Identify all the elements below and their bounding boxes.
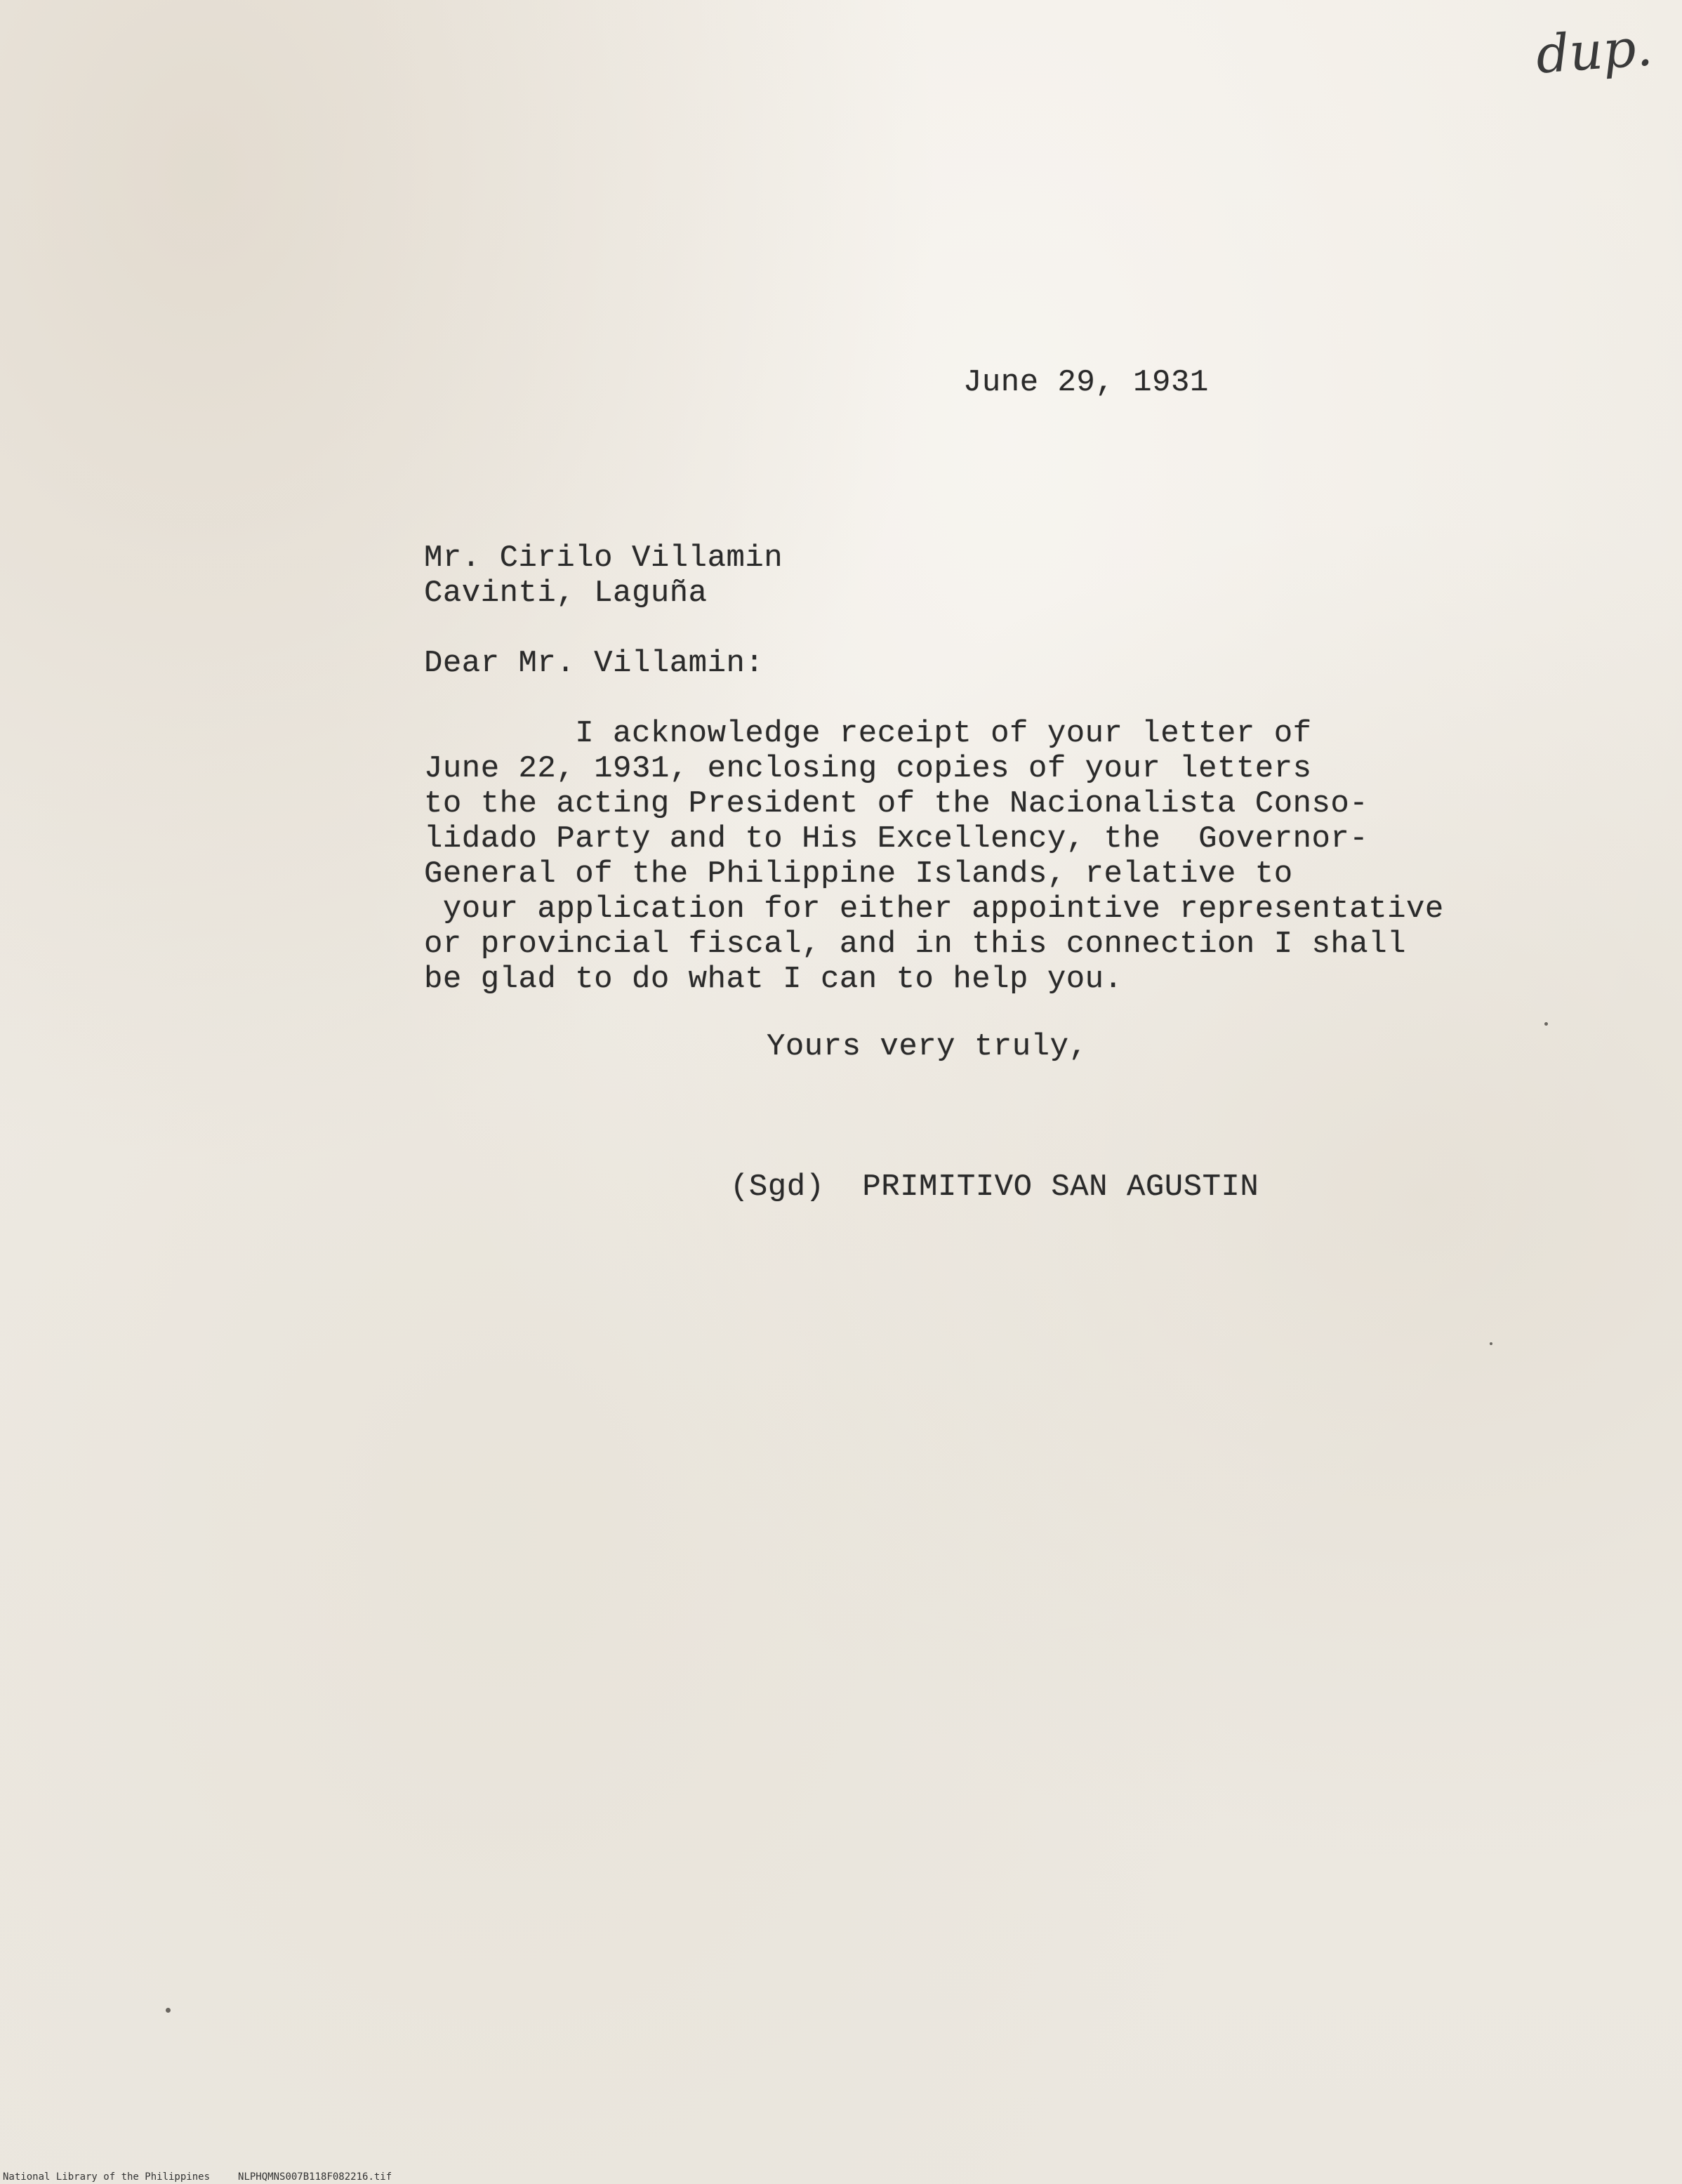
handwritten-annotation: dup. bbox=[1534, 17, 1655, 86]
footer-file-id: NLPHQMNS007B118F082216.tif bbox=[238, 2171, 392, 2183]
paper-speck bbox=[166, 2008, 171, 2013]
body-line: General of the Philippine Islands, relative to bbox=[424, 856, 1293, 892]
body-line: your application for either appointive representative bbox=[424, 892, 1444, 927]
body-line: I acknowledge receipt of your letter of bbox=[424, 716, 1312, 751]
letter-body bbox=[424, 716, 1444, 997]
body-line: lidado Party and to His Excellency, the Governor- bbox=[424, 821, 1369, 856]
body-line: be glad to do what I can to help you. bbox=[424, 962, 1123, 997]
recipient-location: Cavinti, Laguña bbox=[424, 576, 708, 611]
salutation: Dear Mr. Villamin: bbox=[424, 646, 764, 681]
paper-speck bbox=[1544, 1022, 1548, 1026]
recipient-name: Mr. Cirilo Villamin bbox=[424, 541, 783, 576]
footer-institution: National Library of the Philippines bbox=[3, 2171, 211, 2183]
body-line: to the acting President of the Nacionalista Conso- bbox=[424, 786, 1369, 821]
recipient-address bbox=[424, 541, 783, 611]
signature-line: (Sgd) PRIMITIVO SAN AGUSTIN bbox=[730, 1170, 1259, 1205]
paper-speck bbox=[1490, 1342, 1492, 1345]
body-line: June 22, 1931, enclosing copies of your letters bbox=[424, 751, 1312, 786]
letter-date: June 29, 1931 bbox=[963, 365, 1209, 400]
closing: Yours very truly, bbox=[767, 1029, 1088, 1064]
scan-footer bbox=[3, 2171, 420, 2183]
body-line: or provincial fiscal, and in this connection I shall bbox=[424, 927, 1407, 962]
